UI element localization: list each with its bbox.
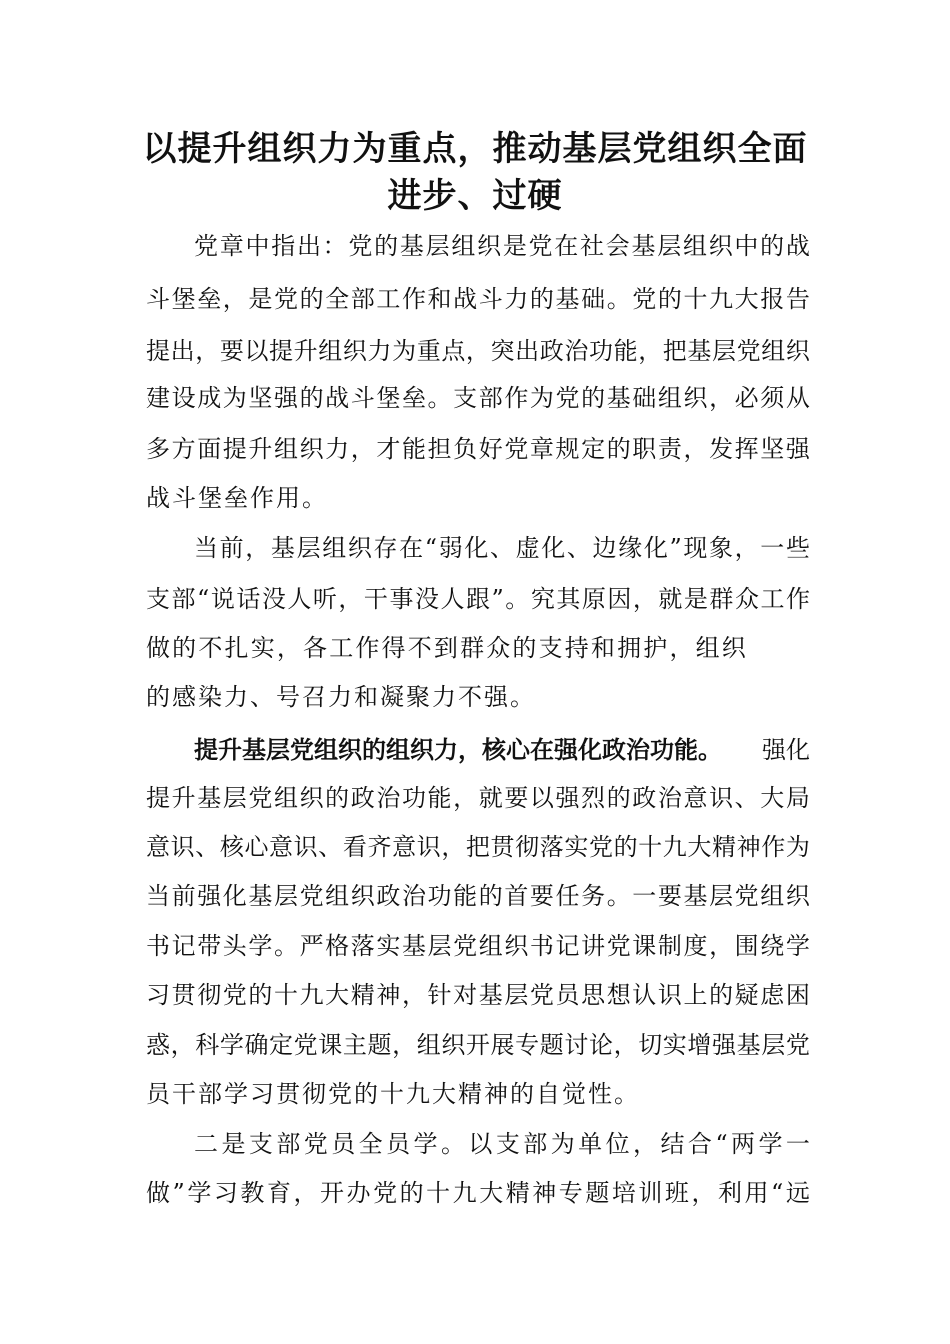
paragraph-1-line-3: 提 出 ， 要 以 提 升 组 织 力 为 重 点 ， 突 出 政 治 功 能 ， 把 基 层 党 组 织 — [146, 337, 810, 365]
paragraph-3-lead-rest: 强化 — [762, 736, 810, 764]
paragraph-1-line-6: 战斗堡垒作用。 — [146, 484, 328, 512]
paragraph-4-line-2: 做 ” 学 习 教 育 ， 开 办 党 的 十 九 大 精 神 专 题 培 训 班 ， 利 用 “ 远 — [146, 1179, 810, 1207]
paragraph-1-line-1: 党 章 中 指 出 ： 党 的 基 层 组 织 是 党 在 社 会 基 层 组 织 中 的 战 — [194, 232, 810, 260]
paragraph-3-line-8: 员干部学习贯彻党的十九大精神的自觉性。 — [146, 1080, 640, 1108]
paragraph-1-line-5: 多 方 面 提 升 组 织 力 ， 才 能 担 负 好 党 章 规 定 的 职 责 ， 发 挥 坚 强 — [146, 435, 810, 463]
paragraph-3-line-1 — [194, 730, 810, 770]
paragraph-2-line-2: 支 部 “ 说 话 没 人 听 ， 干 事 没 人 跟 ” 。 究 其 原 因 ， 就 是 群 众 工 作 — [146, 585, 810, 613]
paragraph-2-line-4: 的感染力、号召力和凝聚力不强。 — [146, 683, 536, 711]
paragraph-2-line-3: 做 的 不 扎 实 ， 各 工 作 得 不 到 群 众 的 支 持 和 拥 护 ， 组 织 — [146, 634, 746, 662]
document-title-line-2: 进步、过硬 — [387, 176, 563, 216]
paragraph-4-line-1: 二 是 支 部 党 员 全 员 学 。 以 支 部 为 单 位 ， 结 合 “ 两 学 一 — [194, 1130, 810, 1158]
paragraph-3-line-4: 当 前 强 化 基 层 党 组 织 政 治 功 能 的 首 要 任 务 。 一 要 基 层 党 组 织 — [146, 882, 810, 910]
paragraph-1-line-2: 斗 堡 垒 ， 是 党 的 全 部 工 作 和 战 斗 力 的 基 础 。 党 的 十 九 大 报 告 — [146, 285, 810, 313]
paragraph-3-bold-lead: 提升基层党组织的组织力，核心在强化政治功能。 — [194, 736, 722, 764]
paragraph-3-line-5: 书 记 带 头 学 。 严 格 落 实 基 层 党 组 织 书 记 讲 党 课 制 度 ， 围 绕 学 — [146, 932, 810, 960]
paragraph-3-line-2: 提 升 基 层 党 组 织 的 政 治 功 能 ， 就 要 以 强 烈 的 政 治 意 识 、 大 局 — [146, 784, 810, 812]
document-title-line-1: 以提升组织力为重点，推动基层党组织全面 — [142, 129, 808, 169]
paragraph-2-line-1: 当 前 ， 基 层 组 织 存 在 “ 弱 化 、 虚 化 、 边 缘 化 ” 现 象 ， 一 些 — [194, 534, 810, 562]
paragraph-1-line-4: 建 设 成 为 坚 强 的 战 斗 堡 垒 。 支 部 作 为 党 的 基 础 组 织 ， 必 须 从 — [146, 384, 810, 412]
paragraph-3-line-6: 习 贯 彻 党 的 十 九 大 精 神 ， 针 对 基 层 党 员 思 想 认 识 上 的 疑 虑 困 — [146, 981, 810, 1009]
paragraph-3-line-3: 意 识 、 核 心 意 识 、 看 齐 意 识 ， 把 贯 彻 落 实 党 的 十 九 大 精 神 作 为 — [146, 833, 810, 861]
paragraph-3-line-7: 惑 ， 科 学 确 定 党 课 主 题 ， 组 织 开 展 专 题 讨 论 ， 切 实 增 强 基 层 党 — [146, 1031, 810, 1059]
